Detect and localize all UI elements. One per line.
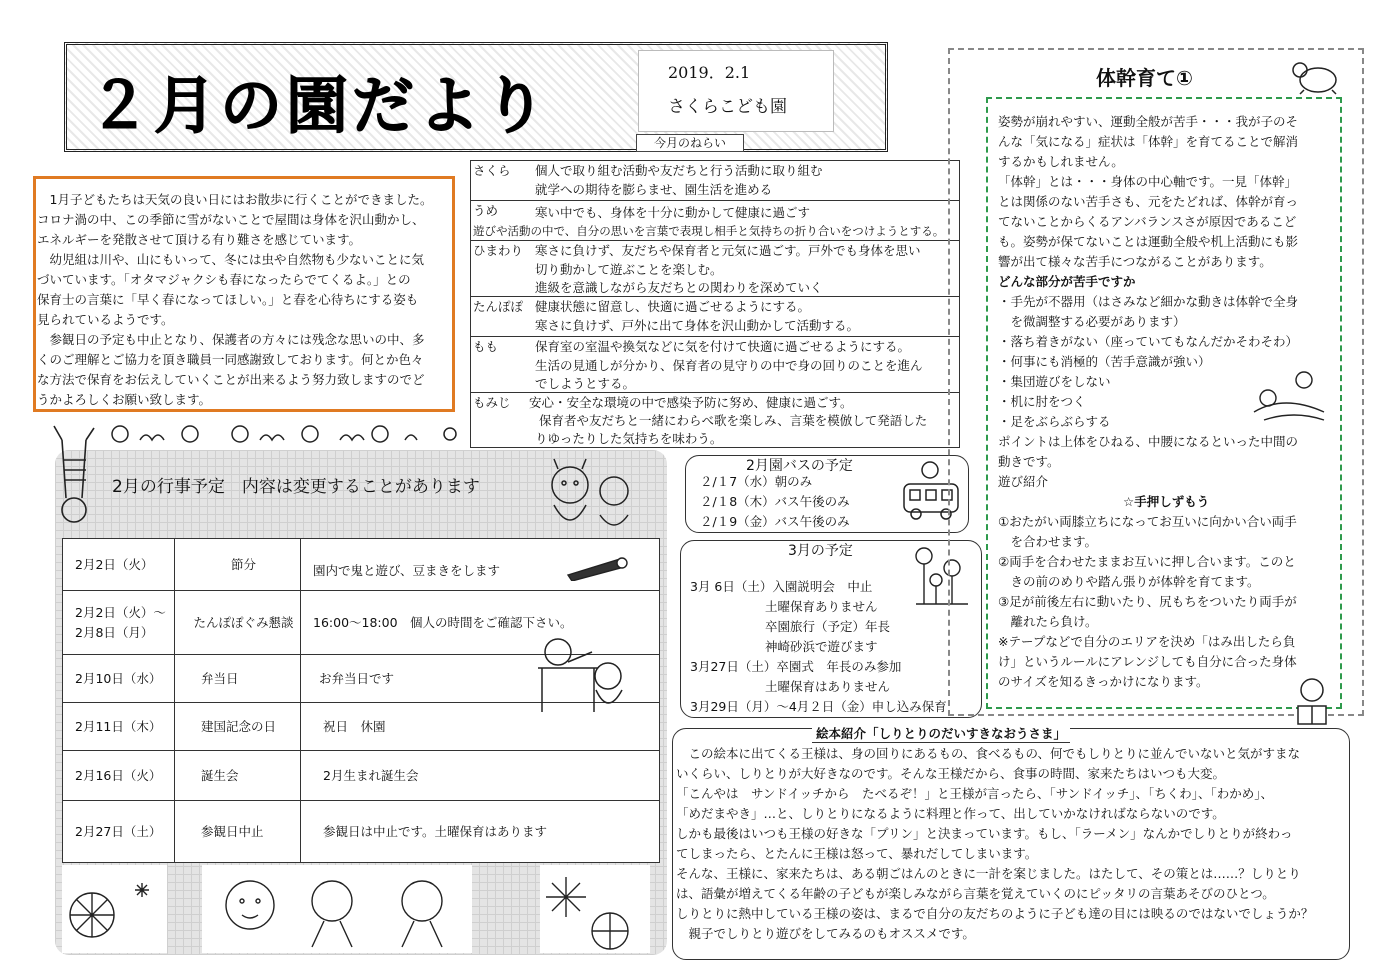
bus-line: ２/１7（水）朝のみ [700, 474, 813, 489]
book-intro-title: 絵本紹介「しりとりのだいすきなおうさま」 [812, 724, 1070, 743]
intro-line: 保育士の言葉に「早く春になってほしい。」と春を心待ちにする姿も [37, 292, 419, 307]
core-line: てないことからくるアンバランスさが原因であるこど [998, 214, 1297, 229]
aim-line: 寒さに負けず、戸外に出て身体を沢山動かして活動する。 [535, 318, 860, 333]
core-line: ①おたがい両膝立ちになってお互いに向かい合い両手 [998, 514, 1297, 529]
core-line: んな「気になる」症状は「体幹」を育てることで解消 [998, 134, 1299, 149]
intro-line: 1月子どもたちは天気の良い日にはお散歩に行くことができました。 [37, 192, 433, 207]
table-row [63, 801, 660, 863]
aim-class: もも [473, 339, 499, 354]
aim-row-momiji [471, 393, 959, 449]
intro-line: 幼児組は川や、山にもいって、冬には虫や自然物も少ないことに気 [37, 252, 425, 267]
core-line: きの前のめりや踏ん張りが体幹を育てます。 [998, 574, 1260, 589]
aim-line: 進級を意識しながら友だちとの関わりを深めていく [535, 280, 823, 295]
aim-line: 就学への期待を膨らませ、園生活を進める [535, 182, 773, 197]
event-detail-text: 園内で鬼と遊び、豆まきをします [313, 562, 501, 578]
book-intro-text [676, 744, 1313, 944]
core-line: を微調整する必要があります） [998, 314, 1186, 329]
stretching-children-icon [1244, 368, 1332, 428]
core-line: ②両手を合わせたままお互いに押し合います。このと [998, 554, 1296, 569]
aim-line: 安心・安全な環境の中で感染予防に努め、健康に過ごす。 [529, 395, 853, 410]
core-line: とは関係のない苦手さも、元をたどれば、体幹が育っ [998, 194, 1299, 209]
event-date: 2月2日（火） [63, 539, 175, 591]
core-line: どんな部分が苦手ですか [998, 274, 1136, 289]
march-line: 土曜保育ありません [690, 599, 878, 614]
intro-line: 見られているようです。 [37, 312, 174, 327]
aim-class: もみじ [473, 395, 511, 410]
march-schedule-title: 3月の予定 [788, 543, 853, 559]
event-date: 2月11日（木） [63, 703, 175, 751]
aim-line: 切り動かして遊ぶことを楽しむ。 [535, 262, 723, 277]
book-line: は、語彙が増えてくる年齢の子どもが楽しみながら言葉を覚えていくのにピッタリの言葉あそびのひとつ。 [676, 886, 1275, 901]
reading-child-icon [1290, 676, 1336, 728]
teacher-child-illustration [528, 632, 638, 718]
core-line: 響が出て様々な苦手につながることがあります。 [998, 254, 1272, 269]
core-section-title: 体幹育て① [1096, 66, 1193, 90]
aim-line: 保育室の室温や換気などに気を付けて快適に過ごせるようにする。 [535, 339, 911, 354]
core-line: ☆手押しずもう [998, 494, 1210, 509]
event-name: 参観日中止 [175, 801, 301, 863]
march-line: 神崎砂浜で遊びます [690, 639, 878, 654]
core-line: 離れたら負け。 [998, 614, 1098, 629]
aim-class: うめ [473, 203, 499, 218]
event-date [63, 591, 175, 655]
event-detail: お弁当日です [301, 655, 660, 703]
school-name: さくらこども園 [668, 97, 787, 117]
intro-line: づいています。「オタマジャクシも春になったらでてくるよ。」との [37, 272, 411, 287]
aim-row-sakura [471, 161, 959, 201]
event-date-line: 2月2日（火）～ [75, 604, 166, 620]
book-line: この絵本に出てくる王様は、身の回りにあるもの、食べるもの、何でもしりとりに並んでいないと気がすまな [676, 746, 1301, 761]
event-date-line: 2月8日（月） [75, 624, 154, 640]
book-line: しかも最後はいつも王様の好きな「プリン」と決まっています。もし、「ラーメン」なんかでしりとりが終わっ [676, 826, 1293, 841]
march-line: 3月27日（土）卒園式 年長のみ参加 [690, 659, 902, 674]
book-line: 「こんやは サンドイッチから たべるぞ！」と王様が言ったら、「サンドイッチ」、「ちくわ」、「わかめ」、 [676, 786, 1274, 801]
core-line: ・手先が不器用（はさみなど細かな動きは体幹で全身 [998, 294, 1299, 309]
event-detail: 16:00～18:00 個人の時間をご確認下さい。 [301, 591, 660, 655]
aim-line: 寒さに負けず、友だちや保育者と元気に過ごす。戸外でも身体を思い [535, 243, 921, 258]
event-date: 2月10日（水） [63, 655, 175, 703]
event-detail: 祝日 休園 [301, 703, 660, 751]
core-line: 姿勢が崩れやすい、運動全般が苦手・・・我が子のそ [998, 114, 1299, 129]
core-line: ・足をぶらぶらする [998, 414, 1111, 429]
aim-line: 個人で取り組む活動や友だちと行う活動に取り組む [535, 163, 823, 178]
intro-line: エネルギーを発散させて頂ける有り難さを感じています。 [37, 232, 362, 247]
intro-line: 参観日の予定も中止となり、保護者の方々には残念な思いの中、多 [37, 332, 425, 347]
aim-line: でしようとする。 [535, 376, 636, 391]
event-name: 節分 [175, 539, 301, 591]
event-detail: 参観日は中止です。土曜保育はあります [301, 801, 660, 863]
handstand-child-icon [48, 420, 98, 530]
core-line: ポイントは上体をひねる、中腰になるといった中間の [998, 434, 1299, 449]
intro-line: な方法で保育をお伝えしていくことが出来るよう努力致しますのでど [37, 372, 425, 387]
core-line: ※テープなどで自分のエリアを決め「はみ出したら負 [998, 634, 1296, 649]
event-date: 2月16日（火） [63, 751, 175, 801]
event-name: たんぽぽぐみ懇談 [175, 591, 301, 655]
core-line: 「体幹」とは・・・身体の中心軸です。一見「体幹」 [998, 174, 1298, 189]
aims-label: 今月のねらい [636, 134, 744, 152]
table-row [63, 539, 660, 591]
aim-class: さくら [473, 163, 511, 178]
core-line: け」というルールにアレンジしても自分に合った身体 [998, 654, 1297, 669]
event-name: 弁当日 [175, 655, 301, 703]
aim-line: りゆったりした気持ちを味わう。 [535, 431, 723, 446]
core-line: 動きです。 [998, 454, 1060, 469]
aim-row-momo [471, 337, 959, 393]
turtle-icon [1288, 56, 1344, 96]
bus-schedule-title: 2月園バスの予定 [746, 458, 853, 474]
intro-line: うかよろしくお願い致します。 [37, 392, 212, 407]
aim-row-himawari [471, 241, 959, 297]
event-name: 誕生会 [175, 751, 301, 801]
intro-line: コロナ渦の中、この季節に雪がないことで屋間は身体を沢山動かし、 [37, 212, 425, 227]
march-line: 卒園旅行（予定）年長 [690, 619, 891, 634]
event-detail: 2月生まれ誕生会 [301, 751, 660, 801]
event-date: 2月27日（土） [63, 801, 175, 863]
book-line: 親子でしりとり遊びをしてみるのもオススメです。 [676, 926, 975, 941]
book-line: いくらい、しりとりが大好きなのです。そんな王様だから、食事の時間、家来たちはいつも大変。 [676, 766, 1226, 781]
core-line: を合わせます。 [998, 534, 1098, 549]
aim-line: 健康状態に留意し、快適に過ごせるようにする。 [535, 299, 811, 314]
intro-letter [37, 190, 453, 410]
page-title: ２月の園だより [88, 69, 551, 142]
aim-line: 生活の見通しが分かり、保育者の見守りの中で身の回りのことを進ん [535, 358, 923, 373]
events-heading: 2月の行事予定 内容は変更することがあります [112, 477, 480, 497]
event-detail [301, 539, 660, 591]
core-line: ・机に肘をつく [998, 394, 1086, 409]
march-line: 3月29日（月）～4月２日（金）申し込み保育 [690, 699, 947, 714]
monthly-aims-table [470, 160, 960, 448]
core-line: ③足が前後左右に動いたり、尻もちをついたり両手が [998, 594, 1297, 609]
ehomaki-icon [564, 555, 628, 581]
aim-line: 遊びや活動の中で、自分の思いを言葉で表現し相手と気持ちの折り合いをつけようとする。 [473, 224, 945, 238]
setsubun-oni-illustration [540, 455, 640, 535]
aim-line: 寒い中でも、身体を十分に動かして健康に過ごす [535, 205, 811, 220]
book-line: そんな、王様に、家来たちは、ある朝ごはんのときに一計を案じました。はたして、その策とは……？しりとり [676, 866, 1301, 881]
aim-line: 保育者や友だちと一緒にわらべ歌を楽しみ、言葉を模倣して発語した [539, 413, 928, 428]
march-line: 土曜保育はありません [690, 679, 891, 694]
intro-line: くのご理解とご協力を頂き職員一同感謝致しております。何とか色々 [37, 352, 424, 367]
aim-row-ume [471, 201, 959, 241]
winter-decoration [62, 865, 662, 955]
core-line: ・落ち着きがない（座っていてもなんだかそわそわ） [998, 334, 1299, 349]
event-name: 建国記念の日 [175, 703, 301, 751]
table-row [63, 751, 660, 801]
core-line: ・何事にも消極的（苦手意識が強い） [998, 354, 1211, 369]
book-line: 「めだまやき」…と、しりとりになるように料理と作って、出していかなければならないのです。 [676, 806, 1225, 821]
core-line: ・集団遊びをしない [998, 374, 1111, 389]
issue-date: 2019．2.1 [668, 63, 751, 82]
aim-row-tanpopo [471, 297, 959, 337]
march-line: 3月 6日（土）入園説明会 中止 [690, 579, 873, 594]
core-line: 遊び紹介 [998, 474, 1049, 489]
aim-class: ひまわり [473, 243, 524, 258]
core-line: も。姿勢が保てないことは運動全般や机上活動にも影 [998, 234, 1299, 249]
bus-line: ２/１8（木）バス午後のみ [700, 494, 850, 509]
bus-line: ２/１9（金）バス午後のみ [700, 514, 850, 529]
core-line: するかもしれません。 [998, 154, 1124, 169]
core-line: のサイズを知るきっかけになります。 [998, 674, 1209, 689]
aim-class: たんぽぽ [473, 299, 524, 314]
book-line: しりとりに熱中している王様の姿は、まるで自分の友だちのように子ども達の目には映るのではないでしょうか？ [676, 906, 1314, 921]
book-line: てしまったら、とたんに王様は怒って、暴れだしてしまいます。 [676, 846, 1038, 861]
